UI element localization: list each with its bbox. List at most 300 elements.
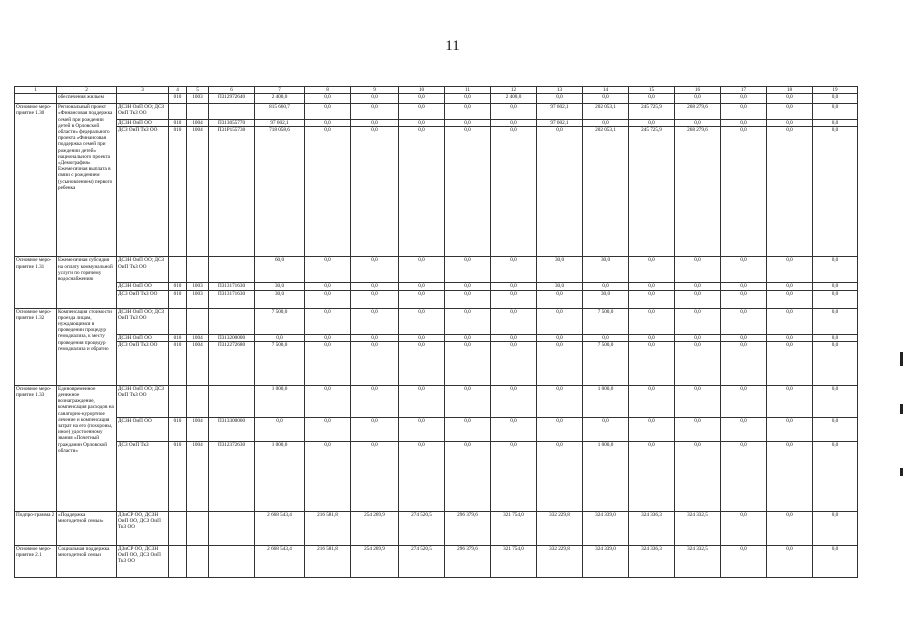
- responsible-cell: ДСЗН ОиП ОО: [117, 120, 169, 127]
- amount-cell: 0,0: [721, 417, 767, 441]
- amount-cell: 0,0: [721, 283, 767, 290]
- column-header: 12: [491, 87, 537, 94]
- budget-table: [14, 86, 858, 578]
- amount-cell: 0,0: [399, 385, 445, 417]
- column-header: 13: [537, 87, 583, 94]
- responsible-cell: ДСЗН ОиП ОО: [117, 283, 169, 290]
- amount-cell: 254 269,9: [351, 511, 399, 545]
- amount-cell: 0,0: [537, 308, 583, 334]
- amount-cell: 0,0: [675, 283, 721, 290]
- amount-cell: 0,0: [399, 417, 445, 441]
- amount-cell: 0,0: [351, 417, 399, 441]
- amount-cell: 7 500,0: [255, 341, 305, 385]
- amount-cell: 0,0: [399, 257, 445, 283]
- section-code-cell: [187, 385, 209, 417]
- column-header: 9: [351, 87, 399, 94]
- section-code-cell: 1004: [187, 334, 209, 341]
- amount-cell: 0,0: [491, 441, 537, 511]
- responsible-cell: ДСЗН ОиП ОО: [117, 417, 169, 441]
- amount-cell: 0,0: [305, 334, 351, 341]
- amount-cell: 0,0: [305, 283, 351, 290]
- amount-cell: 0,0: [351, 127, 399, 257]
- amount-cell: 274 520,5: [399, 545, 445, 577]
- amount-cell: 30,0: [537, 257, 583, 283]
- amount-cell: 0,0: [675, 290, 721, 308]
- amount-cell: 30,0: [255, 290, 305, 308]
- responsible-cell: ДСЗ ОиП ТкЗ ОО: [117, 290, 169, 308]
- amount-cell: 30,0: [537, 283, 583, 290]
- amount-cell: 0,0: [445, 104, 491, 120]
- amount-cell: 0,0: [767, 94, 813, 104]
- measure-description-cell: обеспечения жильем: [57, 94, 117, 104]
- amount-cell: 0,0: [767, 545, 813, 577]
- amount-cell: 0,0: [305, 385, 351, 417]
- amount-cell: 2 668 543,4: [255, 511, 305, 545]
- amount-cell: 0,0: [351, 308, 399, 334]
- section-code-cell: 1004: [187, 341, 209, 385]
- amount-cell: 0,0: [629, 417, 675, 441]
- section-code-cell: 1003: [187, 290, 209, 308]
- amount-cell: 0,0: [813, 120, 858, 127]
- gr-code-cell: [169, 308, 187, 334]
- section-code-cell: 1004: [187, 417, 209, 441]
- amount-cell: 0,0: [813, 385, 858, 417]
- amount-cell: 0,0: [721, 441, 767, 511]
- amount-cell: 268 279,6: [675, 104, 721, 120]
- amount-cell: 216 581,8: [305, 511, 351, 545]
- amount-cell: 0,0: [767, 334, 813, 341]
- column-header: 5: [187, 87, 209, 94]
- amount-cell: 0,0: [583, 94, 629, 104]
- amount-cell: 0,0: [675, 441, 721, 511]
- amount-cell: 0,0: [813, 417, 858, 441]
- amount-cell: 0,0: [399, 94, 445, 104]
- responsible-cell: ДСЗН ОиП ОО; ДСЗ ОиП ТкЗ ОО: [117, 308, 169, 334]
- measure-description-cell: Единовременное денежное вознаграждение, компенсация расходов на санаторно-курортное лечение и компенсация затрат на его (похороны, иное) удостоенному звания «Почетный гражданин Орловской области»: [57, 385, 117, 511]
- amount-cell: 0,0: [537, 441, 583, 511]
- amount-cell: 0,0: [675, 308, 721, 334]
- amount-cell: 254 269,9: [351, 545, 399, 577]
- amount-cell: 0,0: [675, 385, 721, 417]
- amount-cell: 0,0: [305, 257, 351, 283]
- amount-cell: 0,0: [445, 120, 491, 127]
- amount-cell: 0,0: [445, 341, 491, 385]
- target-code-cell: [209, 545, 255, 577]
- table-row: [15, 341, 858, 385]
- table-row: [15, 283, 858, 290]
- amount-cell: 296 379,6: [445, 511, 491, 545]
- amount-cell: 0,0: [445, 94, 491, 104]
- amount-cell: 0,0: [629, 385, 675, 417]
- responsible-cell: ДЗиСР ОО, ДСЗН ОиП ОО, ДСЗ ОиП ТкЗ ОО: [117, 511, 169, 545]
- amount-cell: 0,0: [399, 104, 445, 120]
- column-header-row: [15, 87, 858, 94]
- gr-code-cell: [169, 545, 187, 577]
- column-header: 14: [583, 87, 629, 94]
- amount-cell: 0,0: [491, 341, 537, 385]
- amount-cell: 0,0: [813, 290, 858, 308]
- amount-cell: 0,0: [767, 511, 813, 545]
- amount-cell: 30,0: [255, 283, 305, 290]
- amount-cell: 0,0: [813, 334, 858, 341]
- responsible-cell: ДСЗ ОиП ТкЗ ОО: [117, 341, 169, 385]
- table-row: [15, 334, 858, 341]
- target-code-cell: [209, 104, 255, 120]
- amount-cell: 274 520,5: [399, 511, 445, 545]
- responsible-cell: ДСЗН ОиП ОО; ДСЗ ОиП ТкЗ ОО: [117, 385, 169, 417]
- section-code-cell: 1003: [187, 94, 209, 104]
- amount-cell: 0,0: [445, 385, 491, 417]
- measure-code-cell: Основное меро-приятие 1.32: [15, 308, 57, 385]
- amount-cell: 0,0: [491, 283, 537, 290]
- amount-cell: 0,0: [351, 334, 399, 341]
- amount-cell: 0,0: [399, 308, 445, 334]
- amount-cell: 0,0: [351, 283, 399, 290]
- amount-cell: 0,0: [629, 257, 675, 283]
- target-code-cell: П313200000: [209, 334, 255, 341]
- amount-cell: 0,0: [675, 120, 721, 127]
- amount-cell: 0,0: [721, 257, 767, 283]
- section-code-cell: 1004: [187, 120, 209, 127]
- amount-cell: 0,0: [813, 127, 858, 257]
- amount-cell: 0,0: [255, 334, 305, 341]
- table-row: [15, 94, 858, 104]
- measure-code-cell: Основное меро-приятие 1.30: [15, 104, 57, 257]
- amount-cell: 0,0: [721, 334, 767, 341]
- amount-cell: 0,0: [813, 283, 858, 290]
- amount-cell: 0,0: [675, 334, 721, 341]
- table-row: [15, 290, 858, 308]
- amount-cell: 0,0: [813, 441, 858, 511]
- column-header: 10: [399, 87, 445, 94]
- column-header: 1: [15, 87, 57, 94]
- amount-cell: 321 754,0: [491, 545, 537, 577]
- measure-description-cell: Региональный проект «Финансовая поддержка семей при рождении детей в Орловской области» федерального проекта «Финансовая поддержка семей при рождении детей» национального проекта «Демография» Ежемесячная выплата в связи с рождением (усыновлением) первого ребенка: [57, 104, 117, 257]
- section-code-cell: 1004: [187, 127, 209, 257]
- amount-cell: 0,0: [351, 104, 399, 120]
- amount-cell: 0,0: [445, 308, 491, 334]
- amount-cell: 0,0: [491, 290, 537, 308]
- amount-cell: 1 000,0: [255, 441, 305, 511]
- amount-cell: 324 332,5: [675, 511, 721, 545]
- gr-code-cell: 010: [169, 417, 187, 441]
- gr-code-cell: 010: [169, 341, 187, 385]
- amount-cell: 0,0: [721, 127, 767, 257]
- amount-cell: 0,0: [537, 290, 583, 308]
- target-code-cell: П313300000: [209, 417, 255, 441]
- amount-cell: 0,0: [813, 511, 858, 545]
- amount-cell: 0,0: [537, 385, 583, 417]
- amount-cell: 30,0: [583, 290, 629, 308]
- measure-code-cell: [15, 94, 57, 104]
- amount-cell: 815 660,7: [255, 104, 305, 120]
- amount-cell: 0,0: [445, 334, 491, 341]
- target-code-cell: П312272680: [209, 341, 255, 385]
- table-row: [15, 120, 858, 127]
- amount-cell: 0,0: [445, 441, 491, 511]
- amount-cell: 0,0: [813, 104, 858, 120]
- gr-code-cell: 010: [169, 283, 187, 290]
- target-code-cell: [209, 257, 255, 283]
- column-header: 8: [305, 87, 351, 94]
- amount-cell: 0,0: [583, 417, 629, 441]
- amount-cell: 0,0: [721, 385, 767, 417]
- responsible-cell: [117, 94, 169, 104]
- amount-cell: 0,0: [813, 545, 858, 577]
- gr-code-cell: [169, 104, 187, 120]
- amount-cell: 324 339,0: [583, 511, 629, 545]
- amount-cell: 0,0: [721, 94, 767, 104]
- amount-cell: 0,0: [767, 385, 813, 417]
- amount-cell: 0,0: [305, 308, 351, 334]
- table-row: [15, 257, 858, 283]
- section-code-cell: [187, 308, 209, 334]
- section-code-cell: 1004: [187, 441, 209, 511]
- measure-description-cell: Социальная поддержка многодетной семьи: [57, 545, 117, 577]
- amount-cell: 0,0: [767, 441, 813, 511]
- section-code-cell: [187, 257, 209, 283]
- amount-cell: 0,0: [721, 104, 767, 120]
- table-row: [15, 127, 858, 257]
- amount-cell: 1 000,0: [583, 441, 629, 511]
- amount-cell: 0,0: [767, 290, 813, 308]
- amount-cell: 0,0: [351, 94, 399, 104]
- target-code-cell: П313171630: [209, 290, 255, 308]
- amount-cell: 0,0: [399, 290, 445, 308]
- amount-cell: 0,0: [351, 257, 399, 283]
- measure-description-cell: Ежемесячная субсидия на оплату коммунальной услуги по горячему водоснабжению: [57, 257, 117, 308]
- column-header: 2: [57, 87, 117, 94]
- column-header: 15: [629, 87, 675, 94]
- amount-cell: 0,0: [767, 127, 813, 257]
- column-header: 7: [255, 87, 305, 94]
- amount-cell: 0,0: [537, 94, 583, 104]
- target-code-cell: [209, 385, 255, 417]
- amount-cell: 296 379,6: [445, 545, 491, 577]
- amount-cell: 2 400,0: [491, 94, 537, 104]
- amount-cell: 0,0: [675, 94, 721, 104]
- amount-cell: 0,0: [629, 94, 675, 104]
- amount-cell: 0,0: [351, 385, 399, 417]
- scan-edge-mark: [900, 404, 903, 414]
- amount-cell: 0,0: [767, 341, 813, 385]
- table-row: [15, 104, 858, 120]
- amount-cell: 0,0: [491, 104, 537, 120]
- amount-cell: 0,0: [629, 341, 675, 385]
- amount-cell: 2 668 543,4: [255, 545, 305, 577]
- amount-cell: 321 754,0: [491, 511, 537, 545]
- amount-cell: 0,0: [491, 120, 537, 127]
- gr-code-cell: 010: [169, 334, 187, 341]
- amount-cell: 0,0: [767, 417, 813, 441]
- amount-cell: 216 581,8: [305, 545, 351, 577]
- amount-cell: 0,0: [629, 334, 675, 341]
- amount-cell: 97 602,1: [537, 104, 583, 120]
- measure-description-cell: «Поддержка многодетной семьи»: [57, 511, 117, 545]
- amount-cell: 0,0: [767, 120, 813, 127]
- amount-cell: 0,0: [721, 120, 767, 127]
- amount-cell: 7 500,0: [583, 341, 629, 385]
- amount-cell: 0,0: [491, 127, 537, 257]
- amount-cell: 324 336,3: [629, 511, 675, 545]
- amount-cell: 0,0: [537, 127, 583, 257]
- section-code-cell: [187, 511, 209, 545]
- amount-cell: 0,0: [491, 334, 537, 341]
- amount-cell: 0,0: [721, 545, 767, 577]
- amount-cell: 0,0: [399, 120, 445, 127]
- amount-cell: 0,0: [491, 257, 537, 283]
- amount-cell: 0,0: [445, 417, 491, 441]
- amount-cell: 0,0: [813, 257, 858, 283]
- amount-cell: 0,0: [305, 341, 351, 385]
- page-number: 11: [445, 38, 460, 54]
- column-header: 16: [675, 87, 721, 94]
- scan-edge-mark: [900, 468, 903, 476]
- amount-cell: 0,0: [305, 127, 351, 257]
- gr-code-cell: [169, 257, 187, 283]
- target-code-cell: П313055770: [209, 120, 255, 127]
- amount-cell: 0,0: [583, 120, 629, 127]
- amount-cell: 30,0: [583, 257, 629, 283]
- amount-cell: 0,0: [305, 120, 351, 127]
- amount-cell: 0,0: [445, 257, 491, 283]
- amount-cell: 0,0: [351, 120, 399, 127]
- measure-code-cell: Основное меро-приятие 2.1: [15, 545, 57, 577]
- amount-cell: 332 229,8: [537, 511, 583, 545]
- amount-cell: 0,0: [351, 441, 399, 511]
- column-header: 3: [117, 87, 169, 94]
- column-header: 17: [721, 87, 767, 94]
- amount-cell: 202 053,1: [583, 127, 629, 257]
- table-row: [15, 511, 858, 545]
- responsible-cell: ДСЗ ОиП ТкЗ: [117, 441, 169, 511]
- amount-cell: 0,0: [445, 283, 491, 290]
- amount-cell: 324 336,3: [629, 545, 675, 577]
- amount-cell: 0,0: [305, 290, 351, 308]
- measure-code-cell: Основное меро-приятие 1.31: [15, 257, 57, 308]
- amount-cell: 0,0: [629, 283, 675, 290]
- amount-cell: 0,0: [675, 257, 721, 283]
- gr-code-cell: 010: [169, 120, 187, 127]
- amount-cell: 0,0: [399, 127, 445, 257]
- amount-cell: 0,0: [629, 441, 675, 511]
- amount-cell: 0,0: [537, 341, 583, 385]
- section-code-cell: 1003: [187, 283, 209, 290]
- amount-cell: 0,0: [813, 308, 858, 334]
- amount-cell: 0,0: [721, 308, 767, 334]
- section-code-cell: [187, 545, 209, 577]
- section-code-cell: [187, 104, 209, 120]
- amount-cell: 0,0: [399, 283, 445, 290]
- column-header: 11: [445, 87, 491, 94]
- amount-cell: 245 725,9: [629, 104, 675, 120]
- table-row: [15, 441, 858, 511]
- target-code-cell: П31P155730: [209, 127, 255, 257]
- gr-code-cell: [169, 385, 187, 417]
- target-code-cell: П312972640: [209, 94, 255, 104]
- amount-cell: 202 053,1: [583, 104, 629, 120]
- amount-cell: 7 500,0: [255, 308, 305, 334]
- amount-cell: 332 229,8: [537, 545, 583, 577]
- responsible-cell: ДСЗН ОиП ОО: [117, 334, 169, 341]
- amount-cell: 0,0: [813, 94, 858, 104]
- amount-cell: 0,0: [399, 341, 445, 385]
- column-header: 4: [169, 87, 187, 94]
- target-code-cell: П312372630: [209, 441, 255, 511]
- amount-cell: 2 400,0: [255, 94, 305, 104]
- amount-cell: 0,0: [767, 283, 813, 290]
- amount-cell: 97 602,1: [255, 120, 305, 127]
- responsible-cell: ДЗиСР ОО, ДСЗН ОиП ОО, ДСЗ ОиП ТкЗ ОО: [117, 545, 169, 577]
- amount-cell: 0,0: [305, 441, 351, 511]
- amount-cell: 0,0: [813, 341, 858, 385]
- amount-cell: 0,0: [399, 334, 445, 341]
- amount-cell: 0,0: [491, 417, 537, 441]
- amount-cell: 0,0: [721, 290, 767, 308]
- responsible-cell: ДСЗН ОиП ОО; ДСЗ ОиП ТкЗ ОО: [117, 104, 169, 120]
- table-row: [15, 385, 858, 417]
- responsible-cell: ДСЗ ОиП ТкЗ ОО: [117, 127, 169, 257]
- amount-cell: 0,0: [767, 104, 813, 120]
- amount-cell: 0,0: [721, 341, 767, 385]
- amount-cell: 0,0: [583, 334, 629, 341]
- amount-cell: 0,0: [767, 257, 813, 283]
- gr-code-cell: [169, 511, 187, 545]
- amount-cell: 324 339,0: [583, 545, 629, 577]
- amount-cell: 0,0: [675, 417, 721, 441]
- amount-cell: 60,0: [255, 257, 305, 283]
- amount-cell: 0,0: [629, 308, 675, 334]
- gr-code-cell: 010: [169, 127, 187, 257]
- gr-code-cell: 010: [169, 441, 187, 511]
- gr-code-cell: 010: [169, 290, 187, 308]
- amount-cell: 0,0: [305, 94, 351, 104]
- amount-cell: 268 279,6: [675, 127, 721, 257]
- amount-cell: 0,0: [305, 417, 351, 441]
- amount-cell: 97 602,1: [537, 120, 583, 127]
- amount-cell: 0,0: [491, 385, 537, 417]
- amount-cell: 0,0: [629, 120, 675, 127]
- amount-cell: 245 725,9: [629, 127, 675, 257]
- amount-cell: 0,0: [537, 334, 583, 341]
- column-header: 19: [813, 87, 858, 94]
- amount-cell: 0,0: [629, 290, 675, 308]
- target-code-cell: [209, 511, 255, 545]
- responsible-cell: ДСЗН ОиП ОО; ДСЗ ОиП ТкЗ ОО: [117, 257, 169, 283]
- amount-cell: 0,0: [537, 417, 583, 441]
- gr-code-cell: 010: [169, 94, 187, 104]
- amount-cell: 1 000,0: [583, 385, 629, 417]
- table-row: [15, 417, 858, 441]
- amount-cell: 0,0: [351, 290, 399, 308]
- column-header: 18: [767, 87, 813, 94]
- target-code-cell: [209, 308, 255, 334]
- column-header: 6: [209, 87, 255, 94]
- amount-cell: 7 500,0: [583, 308, 629, 334]
- amount-cell: 0,0: [767, 308, 813, 334]
- amount-cell: 0,0: [445, 127, 491, 257]
- table-row: [15, 545, 858, 577]
- amount-cell: 0,0: [351, 341, 399, 385]
- amount-cell: 0,0: [255, 417, 305, 441]
- amount-cell: 718 058,6: [255, 127, 305, 257]
- amount-cell: 0,0: [399, 441, 445, 511]
- table-row: [15, 308, 858, 334]
- amount-cell: 324 332,5: [675, 545, 721, 577]
- amount-cell: 0,0: [583, 283, 629, 290]
- measure-description-cell: Компенсация стоимости проезда лицам, нуждающимся в проведении процедур гемодиализа, к месту проведения процедур гемодиализа и обратно: [57, 308, 117, 385]
- target-code-cell: П313171630: [209, 283, 255, 290]
